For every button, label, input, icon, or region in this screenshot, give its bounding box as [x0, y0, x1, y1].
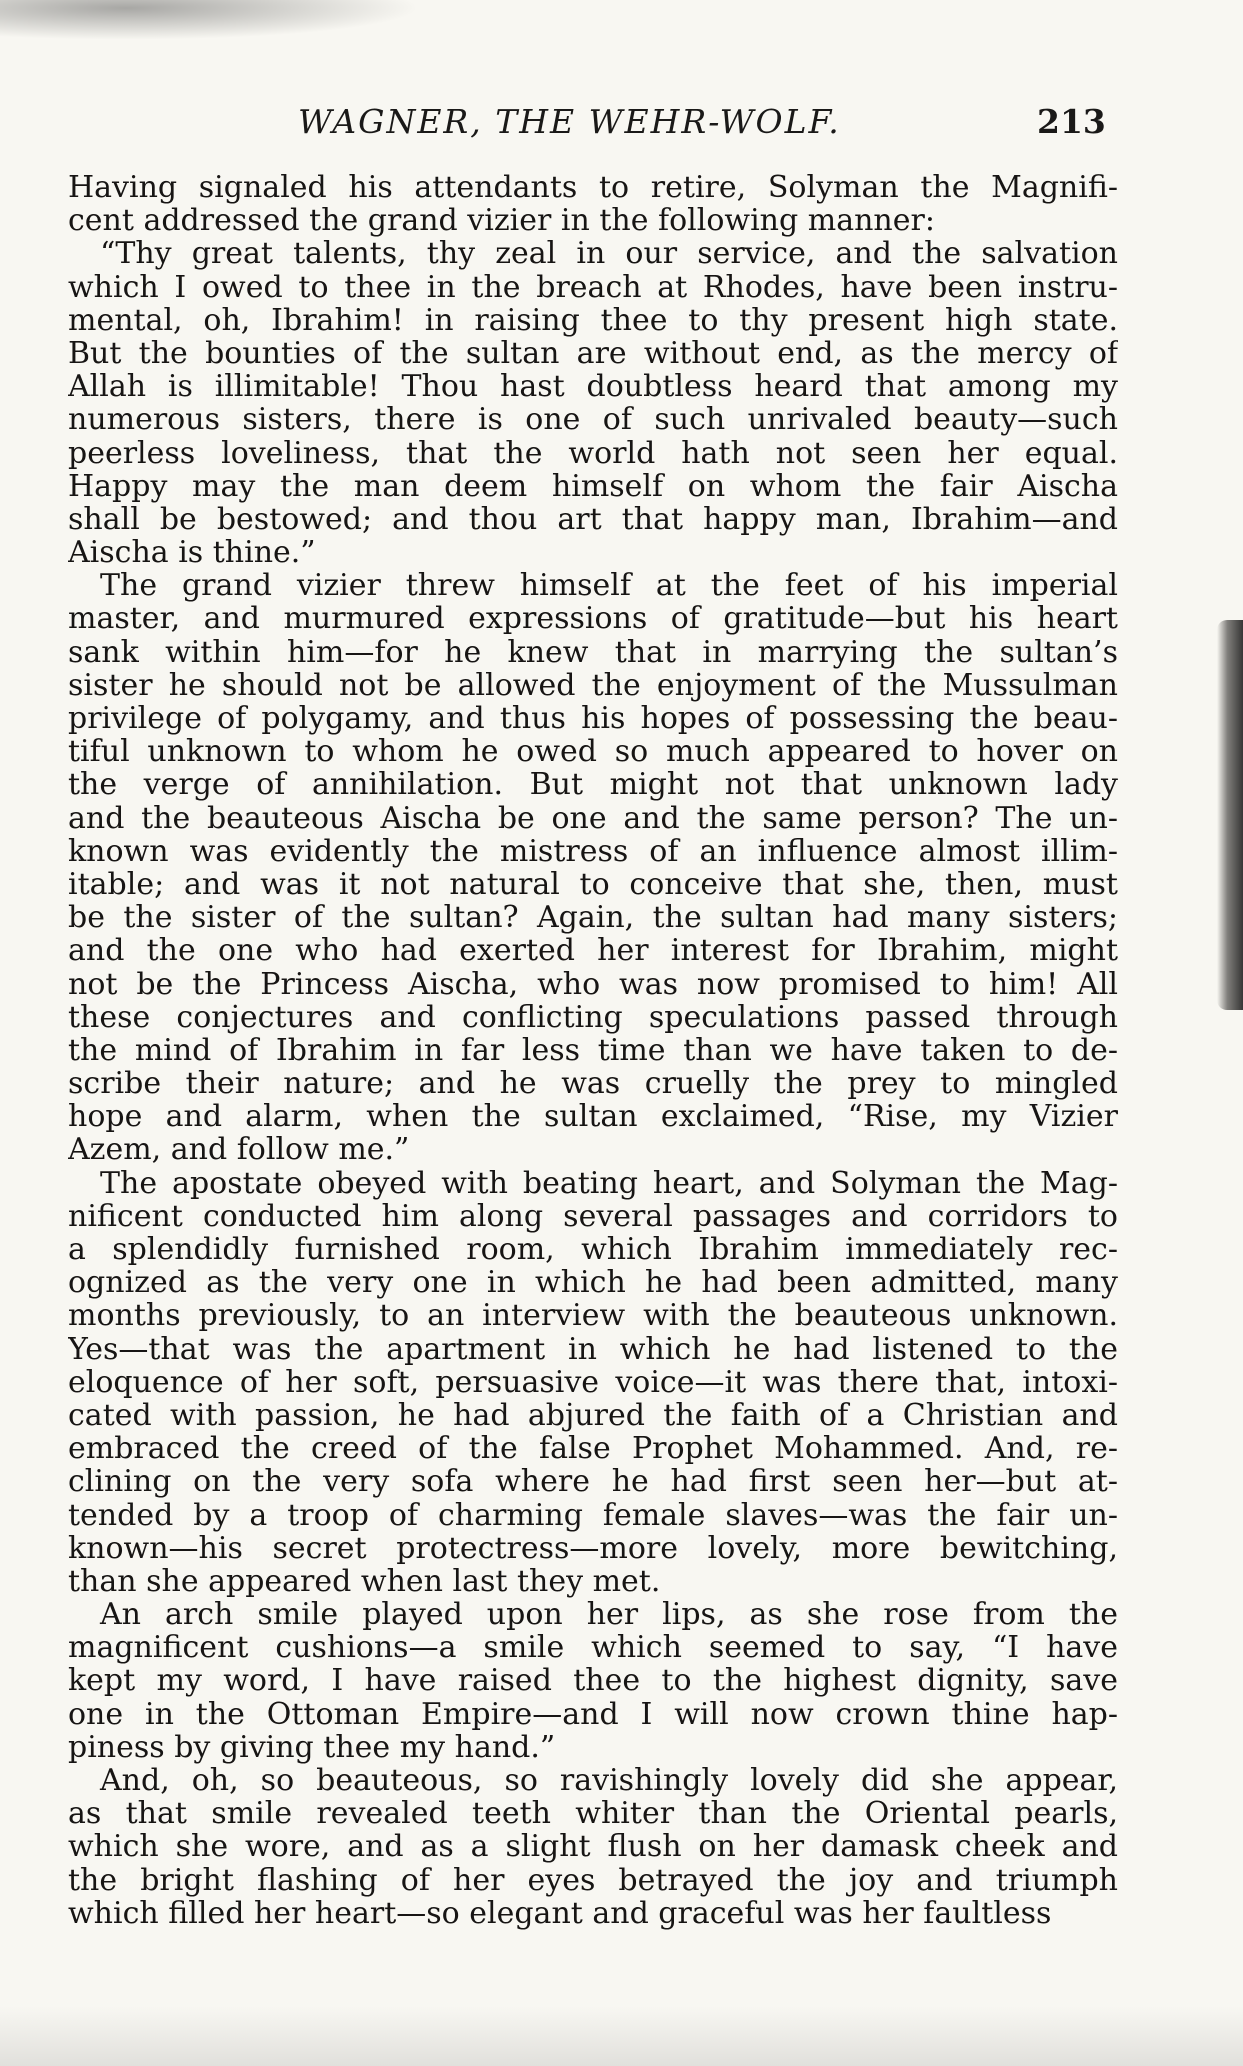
text-line: magnificent cushions—a smile which seemed to say, “I have [68, 1631, 1118, 1665]
text-line: scribe their nature; and he was cruelly the prey to mingled [68, 1067, 1118, 1101]
text-line: and the one who had exerted her interest for Ibrahim, might [68, 934, 1118, 968]
page-number: 213 [1037, 102, 1106, 141]
text-line: Azem, and follow me.” [68, 1133, 410, 1167]
text-line: than she appeared when last they met. [68, 1564, 661, 1599]
text-line: hope and alarm, when the sultan exclaimed, “Rise, my Vizier [68, 1100, 1118, 1134]
text-line: these conjectures and conflicting speculations passed through [68, 1000, 1118, 1034]
text-line: the mind of Ibrahim in far less time than we have taken to de- [68, 1033, 1118, 1068]
text-line: clining on the very sofa where he had first seen her—but at- [68, 1465, 1118, 1499]
text-line: “Thy great talents, thy zeal in our service, and the salvation [100, 237, 1118, 271]
text-line: which she wore, and as a slight flush on her damask cheek and [68, 1830, 1118, 1864]
text-line: Happy may the man deem himself on whom the fair Aischa [68, 469, 1118, 503]
text-line: The grand vizier threw himself at the feet of his imperial [100, 569, 1118, 603]
page-stain-top [0, 0, 420, 40]
text-line: But the bounties of the sultan are without end, as the mercy of [68, 336, 1118, 371]
text-line: cated with passion, he had abjured the faith of a Christian and [68, 1398, 1118, 1433]
body-text [68, 171, 1118, 1930]
text-line: embraced the creed of the false Prophet Mohammed. And, re- [68, 1432, 1118, 1466]
text-line: tended by a troop of charming female slaves—was the fair un- [68, 1498, 1118, 1532]
text-line: ognized as the very one in which he had been admitted, many [68, 1266, 1118, 1300]
text-line: piness by giving thee my hand.” [68, 1730, 556, 1764]
text-line: shall be bestowed; and thou art that happy man, Ibrahim—and [68, 502, 1118, 537]
text-line: as that smile revealed teeth whiter than the Oriental pearls, [68, 1797, 1118, 1831]
text-line: the verge of annihilation. But might not that unknown lady [68, 768, 1118, 802]
text-line: sister he should not be allowed the enjoyment of the Mussulman [68, 668, 1118, 702]
text-line: months previously, to an interview with the beauteous unknown. [68, 1299, 1118, 1333]
text-line: cent addressed the grand vizier in the following manner: [68, 204, 935, 238]
page-stain-bottom [0, 2006, 1243, 2066]
text-line: and the beauteous Aischa be one and the same person? The un- [68, 801, 1118, 835]
text-line: privilege of polygamy, and thus his hopes of possessing the beau- [68, 702, 1118, 736]
text-line: known—his secret protectress—more lovely, more bewitching, [68, 1531, 1118, 1565]
text-line: tiful unknown to whom he owed so much appeared to hover on [68, 735, 1118, 769]
text-line: sank within him—for he knew that in marrying the sultan’s [68, 635, 1118, 669]
text-line: Allah is illimitable! Thou hast doubtless heard that among my [68, 370, 1118, 404]
text-line: Having signaled his attendants to retire, Solyman the Magnifi- [68, 171, 1118, 205]
text-line: The apostate obeyed with beating heart, and Solyman the Mag- [100, 1166, 1118, 1200]
text-line: known was evidently the mistress of an influence almost illim- [68, 834, 1118, 868]
text-line: master, and murmured expressions of gratitude—but his heart [68, 602, 1118, 636]
text-line: which filled her heart—so elegant and graceful was her faultless [68, 1896, 1052, 1930]
text-line: eloquence of her soft, persuasive voice—it was there that, intoxi- [68, 1365, 1118, 1399]
text-line: Yes—that was the apartment in which he had listened to the [68, 1332, 1118, 1366]
text-line: mental, oh, Ibrahim! in raising thee to thy present high state. [68, 303, 1118, 337]
text-line: And, oh, so beauteous, so ravishingly lovely did she appear, [100, 1764, 1118, 1798]
text-line: peerless loveliness, that the world hath not seen her equal. [68, 436, 1118, 470]
text-line: a splendidly furnished room, which Ibrahim immediately rec- [68, 1233, 1118, 1267]
text-line: one in the Ottoman Empire—and I will now crown thine hap- [68, 1697, 1118, 1731]
text-line: itable; and was it not natural to conceive that she, then, must [68, 867, 1118, 902]
text-line: kept my word, I have raised thee to the highest dignity, save [68, 1664, 1118, 1698]
text-line: numerous sisters, there is one of such unrivaled beauty—such [68, 403, 1118, 437]
text-line: nificent conducted him along several passages and corridors to [68, 1199, 1118, 1233]
text-line: Aischa is thine.” [68, 536, 316, 570]
text-line: which I owed to thee in the breach at Rhodes, have been instru- [68, 270, 1118, 304]
text-line: be the sister of the sultan? Again, the sultan had many sisters; [68, 901, 1118, 935]
text-line: the bright flashing of her eyes betrayed the joy and triumph [68, 1863, 1118, 1897]
text-line: An arch smile played upon her lips, as she rose from the [100, 1598, 1118, 1632]
page-header [0, 102, 1243, 152]
text-line: not be the Princess Aischa, who was now promised to him! All [68, 967, 1118, 1001]
running-title: WAGNER, THE WEHR-WOLF. [298, 102, 841, 141]
page-edge-shadow [1217, 620, 1243, 1010]
